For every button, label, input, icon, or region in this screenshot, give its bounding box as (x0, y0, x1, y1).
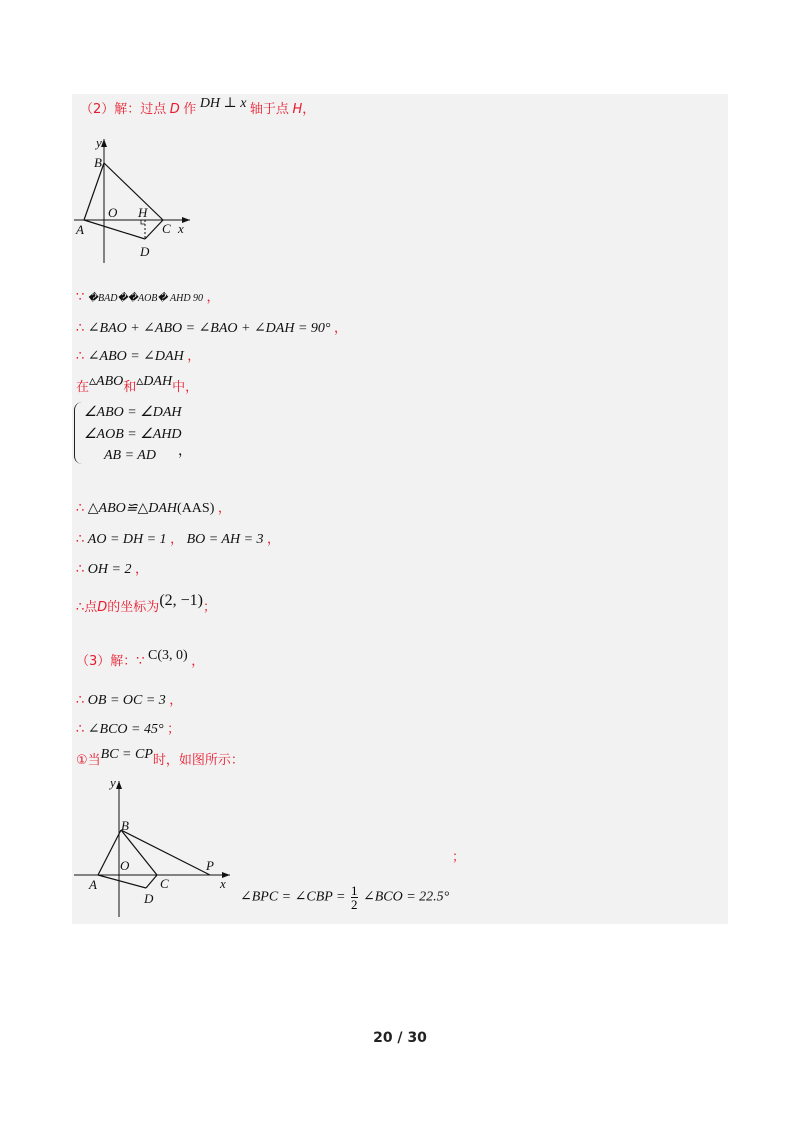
fig2-label-x: x (220, 876, 226, 891)
step-congruent: ∴ △ABO≌△DAH(AAS) ， (76, 501, 231, 516)
fig2-label-d: D (144, 891, 154, 906)
fig2-label-o: O (120, 858, 130, 873)
fig1-segment-ab (84, 163, 104, 220)
fig2-segment-dc (146, 875, 157, 888)
fig1-label-d: D (140, 244, 150, 259)
fig1-label-y: y (96, 135, 102, 150)
condition-3: AB = AD (104, 448, 156, 463)
trailing-semicolon: ； (452, 850, 466, 865)
figure-2 (72, 775, 242, 920)
fig2-label-p: P (206, 858, 214, 873)
fig2-y-arrow (116, 781, 122, 789)
step-angle-bco: ∴ ∠BCO = 45° ； (76, 722, 181, 737)
fig2-label-c: C (160, 876, 169, 891)
step-angle-sum: ∴ ∠BAO + ∠ABO = ∠BAO + ∠DAH = 90° ， (76, 321, 348, 336)
fig1-label-c: C (162, 221, 171, 236)
part2-heading: （2）解：过点 D 作 DH ⊥ x 轴于点 H， (80, 96, 316, 117)
condition-end: ， (178, 444, 192, 459)
fig2-label-y: y (110, 775, 116, 790)
fig1-label-x: x (178, 221, 184, 236)
fig1-segment-ad (84, 220, 145, 239)
fig2-segment-ad (98, 875, 146, 888)
step-oh: ∴ OH = 2 ， (76, 562, 148, 577)
fig1-label-h: H (138, 205, 148, 220)
figure-1 (72, 135, 202, 265)
step-angle-equal: ∴ ∠ABO = ∠DAH ， (76, 349, 201, 364)
step-because-angles: ∵ �BAD��AOB� AHD 90 ， (76, 290, 220, 305)
step-lengths: ∴ AO = DH = 1 ， BO = AH = 3 ， (76, 532, 281, 547)
step-in-triangles: 在▵ABO和▵DAH中， (76, 374, 199, 395)
condition-2: ∠AOB = ∠AHD (84, 427, 182, 442)
fig1-label-b: B (94, 155, 102, 170)
fraction-one-half: $\frac{1}{2}$ (351, 883, 358, 912)
fig1-label-o: O (108, 205, 118, 220)
fig1-y-arrow (101, 139, 107, 147)
fig2-segment-ab (98, 830, 121, 875)
step-coordinate-d: ∴点D的坐标为(2, −1)； (76, 592, 217, 615)
step-ob-oc: ∴ OB = OC = 3 ， (76, 693, 183, 708)
page-number: 20 / 30 (373, 1030, 427, 1046)
fig2-label-a: A (89, 877, 97, 892)
fig2-label-b: B (121, 818, 129, 833)
part3-heading: （3）解：∵ C(3, 0) ， (76, 648, 205, 669)
fig2-segment-bp (121, 830, 210, 875)
condition-1: ∠ABO = ∠DAH (84, 405, 182, 420)
fig1-right-angle-mark (141, 220, 145, 224)
case-1-heading: ①当BC = CP时，如图所示： (76, 747, 244, 768)
fig1-segment-dc (145, 220, 163, 239)
step-angle-bpc: ∠BPC = ∠CBP = $\frac{1}{2}$ ∠BCO = 22.5° (240, 883, 450, 912)
fig1-label-a: A (76, 222, 84, 237)
